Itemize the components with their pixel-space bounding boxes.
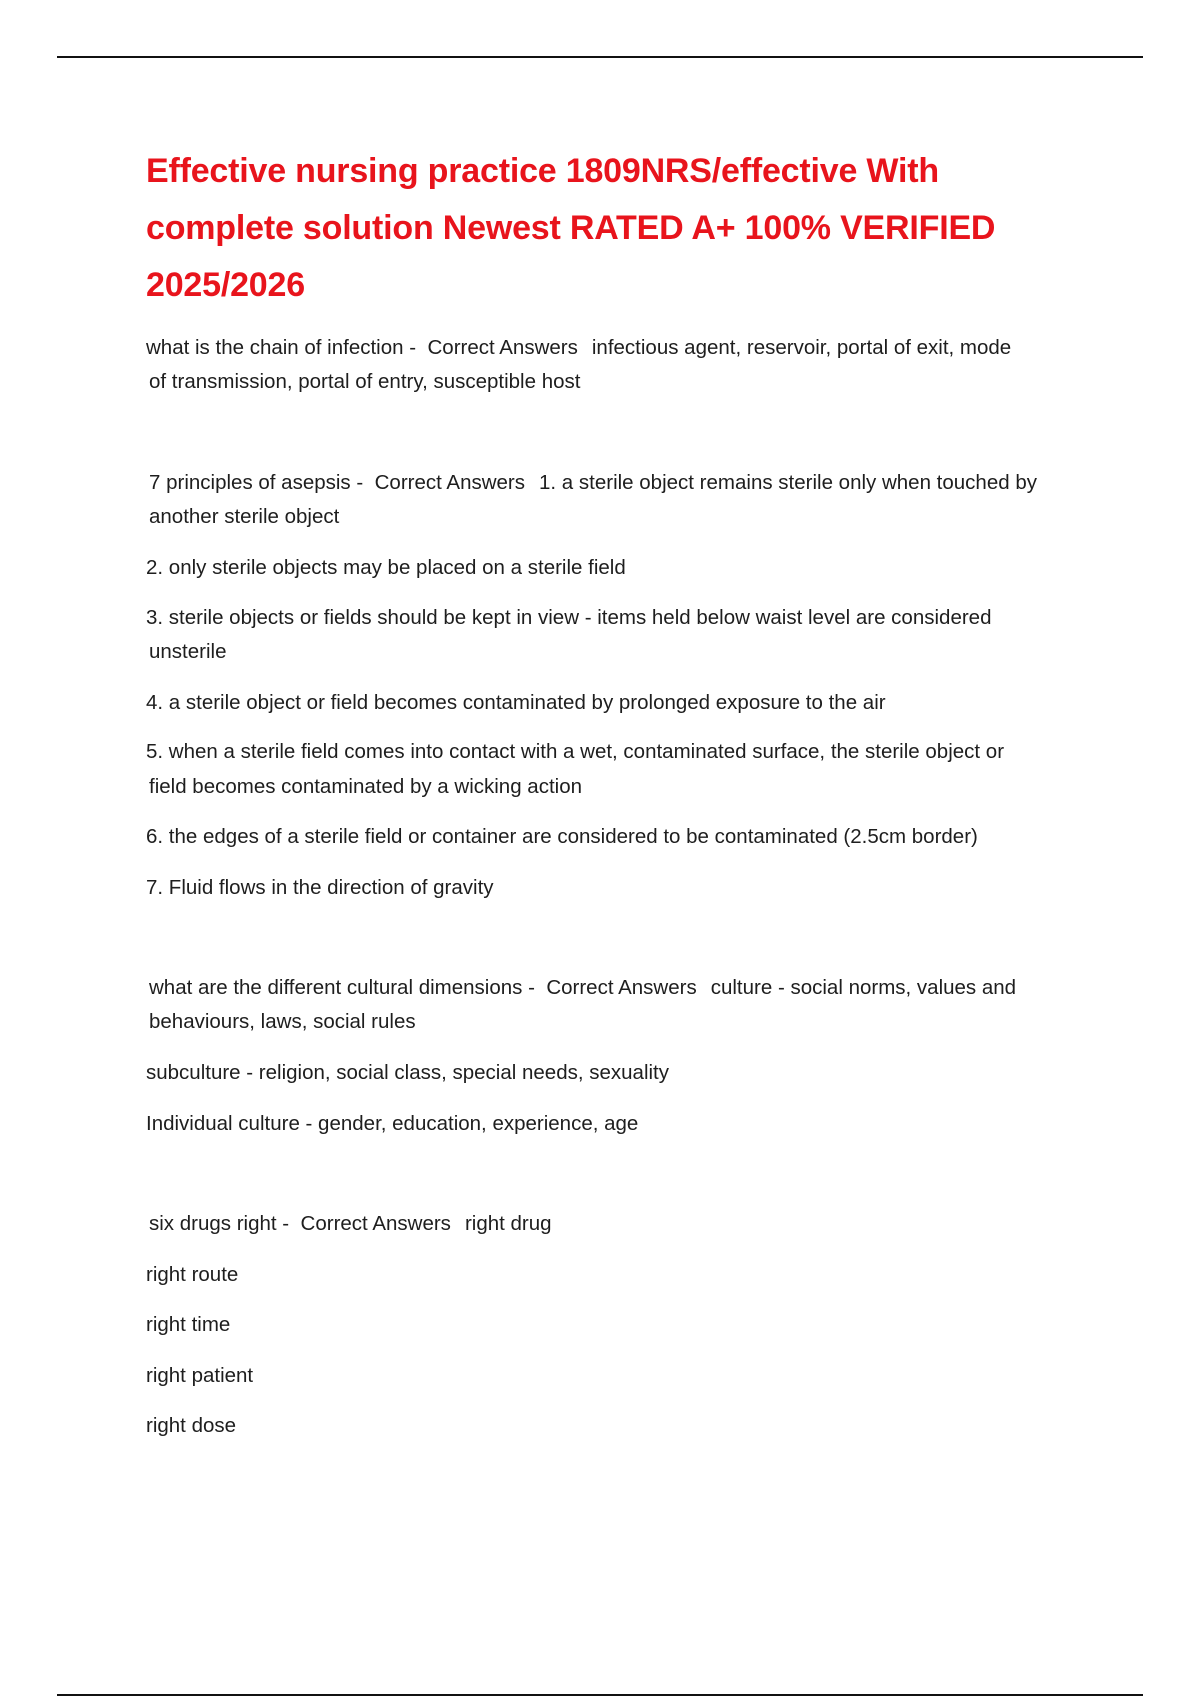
list-item: 5. when a sterile field comes into contact with a wet, contaminated surface, the sterile object or xyxy=(146,740,1005,763)
answer-text: culture - social norms, values and xyxy=(710,976,1017,999)
list-item: subculture - religion, social class, special needs, sexuality xyxy=(146,1061,670,1084)
answer-continuation: another sterile object xyxy=(149,505,340,528)
answer-label: Correct Answers xyxy=(374,471,526,494)
list-item-continuation: field becomes contaminated by a wicking action xyxy=(149,775,583,798)
answer-label: Correct Answers xyxy=(546,976,697,999)
list-item: right dose xyxy=(146,1414,237,1437)
list-item: 7. Fluid flows in the direction of gravity xyxy=(146,876,494,899)
answer-label: Correct Answers xyxy=(427,336,578,359)
answer-text: infectious agent, reservoir, portal of exit, mode xyxy=(591,336,1012,359)
list-item: Individual culture - gender, education, experience, age xyxy=(146,1112,639,1135)
list-item: right route xyxy=(146,1263,239,1286)
question-text: 7 principles of asepsis - xyxy=(149,471,364,494)
qa-line xyxy=(146,331,1011,365)
answer-text: right drug xyxy=(464,1212,552,1235)
list-item: 3. sterile objects or fields should be kept in view - items held below waist level are considered xyxy=(146,606,992,629)
qa-line xyxy=(149,971,1016,1005)
answer-continuation: of transmission, portal of entry, susceptible host xyxy=(149,370,581,393)
answer-text: 1. a sterile object remains sterile only when touched by xyxy=(539,471,1037,494)
list-item: right time xyxy=(146,1313,231,1336)
list-item: 4. a sterile object or field becomes contaminated by prolonged exposure to the air xyxy=(146,691,886,714)
answer-continuation: behaviours, laws, social rules xyxy=(149,1010,416,1033)
document-title: Effective nursing practice 1809NRS/effective With complete solution Newest RATED A+ 100% VERIFIED 2025/2026 xyxy=(146,152,996,304)
question-text: what is the chain of infection - xyxy=(146,336,417,359)
top-rule xyxy=(57,56,1143,58)
list-item: 2. only sterile objects may be placed on a sterile field xyxy=(146,556,626,579)
bottom-rule xyxy=(57,1694,1143,1696)
qa-line xyxy=(149,1207,552,1241)
answer-label: Correct Answers xyxy=(300,1212,451,1235)
question-text: six drugs right - xyxy=(149,1212,290,1235)
qa-line xyxy=(149,466,1037,500)
question-text: what are the different cultural dimensions - xyxy=(149,976,535,999)
list-item: right patient xyxy=(146,1364,254,1387)
list-item: 6. the edges of a sterile field or container are considered to be contaminated (2.5cm border) xyxy=(146,825,978,848)
list-item-continuation: unsterile xyxy=(149,640,227,663)
